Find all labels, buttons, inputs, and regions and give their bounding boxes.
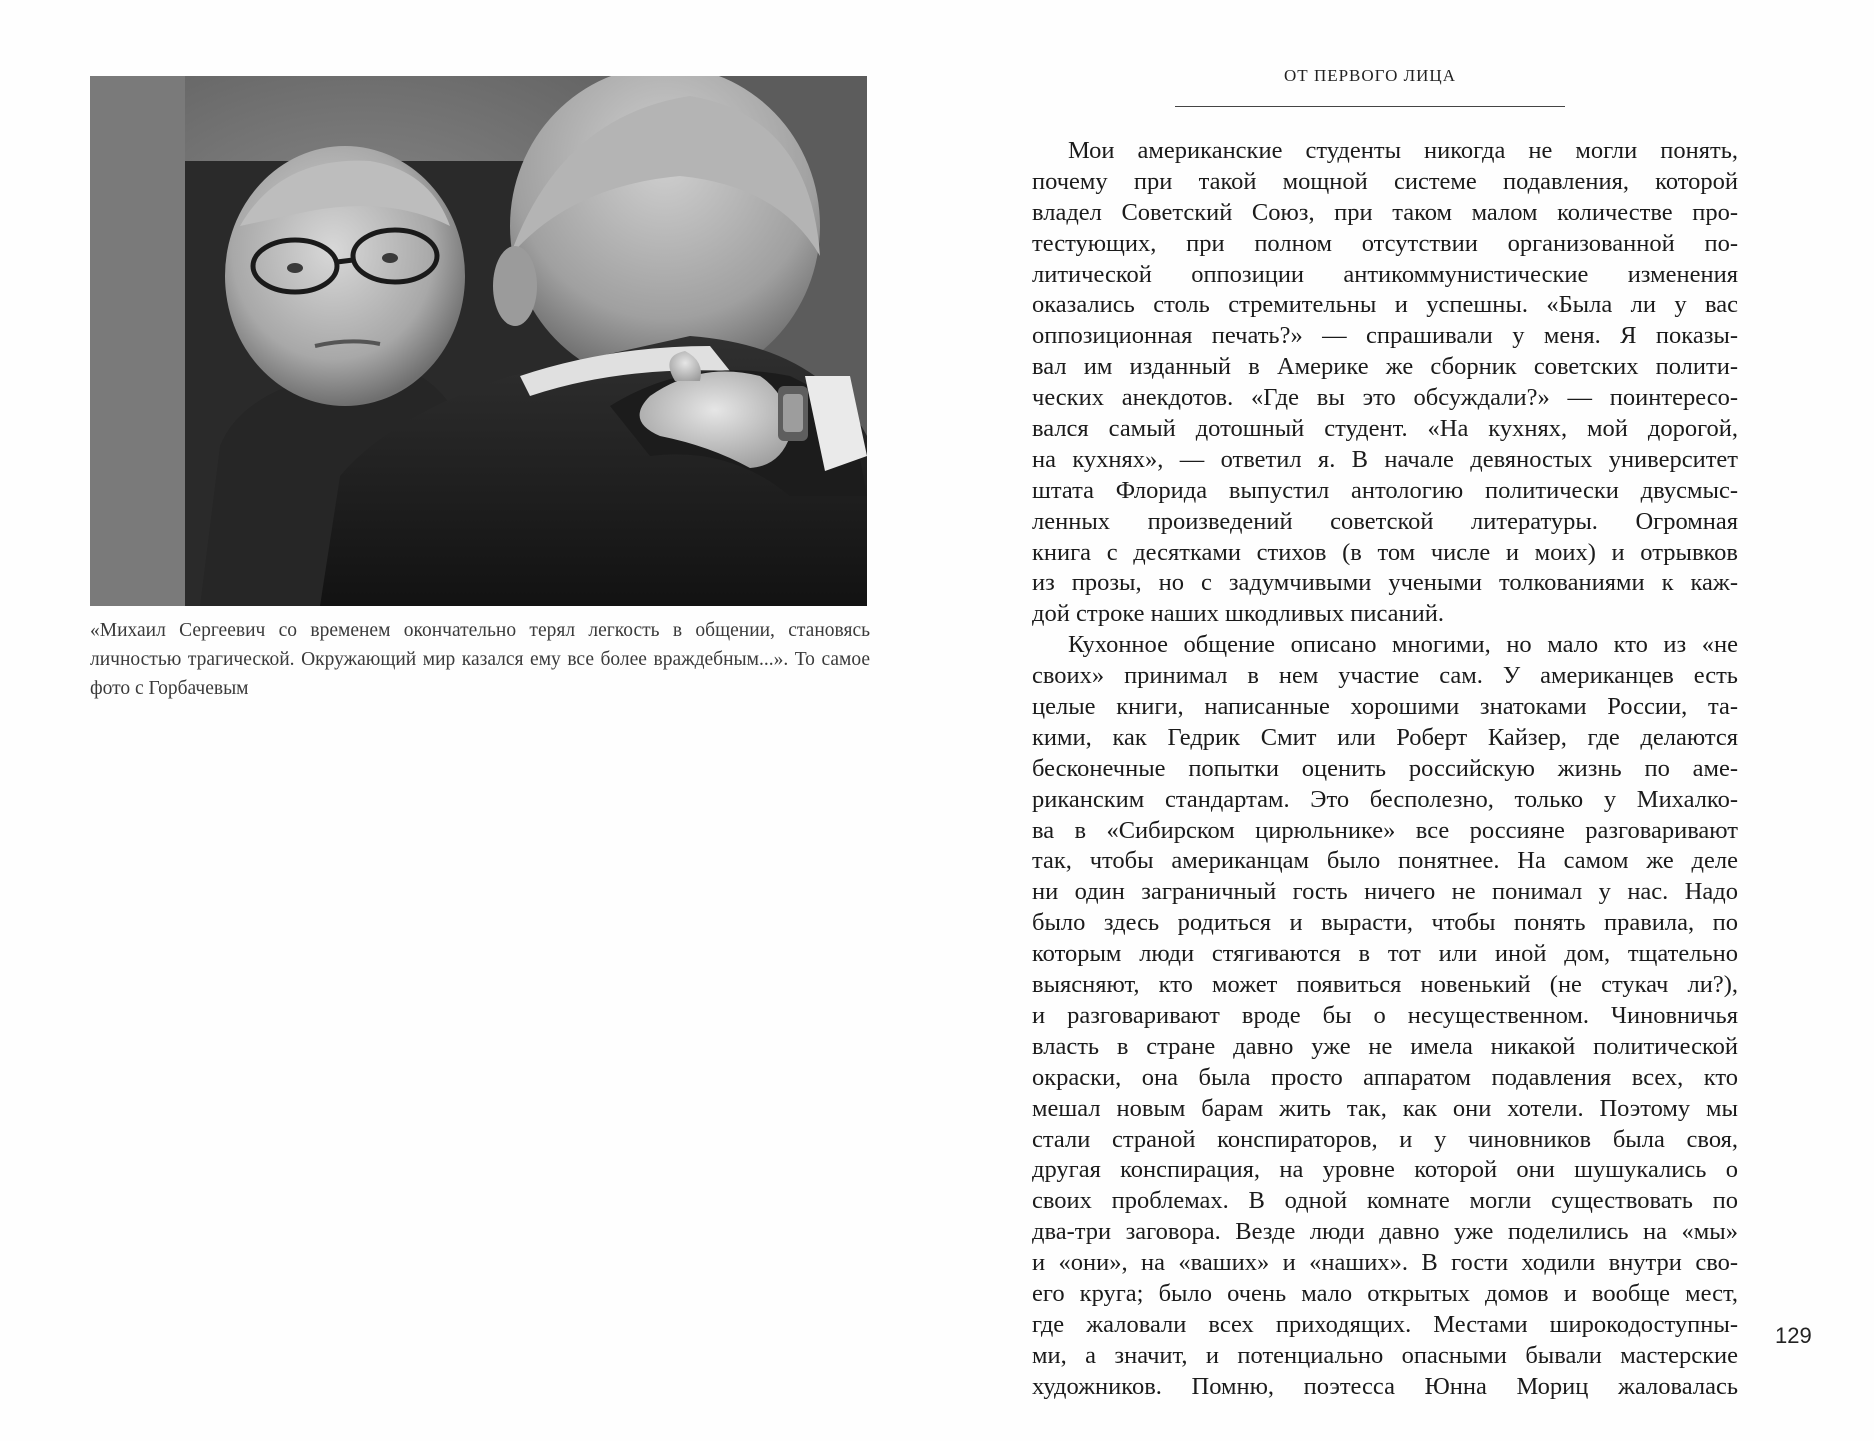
text-line: дой строке наших шкодливых писаний. — [1032, 600, 1444, 628]
text-line: власть в стране давно уже не имела никакой политической — [1032, 1032, 1738, 1060]
text-line: которым люди стягиваются в тот или иной дом, тщательно — [1032, 940, 1738, 968]
text-line: книга с десятками стихов (в том числе и моих) и отрывков — [1032, 538, 1738, 566]
text-line: из прозы, но с задумчивыми учеными толкованиями к каж- — [1032, 569, 1738, 597]
text-line: риканским стандартам. Это бесполезно, только у Михалко- — [1032, 785, 1738, 813]
text-line: ленных произведений советской литературы. Огромная — [1032, 507, 1738, 535]
text-line: ни один заграничный гость ничего не понимал у нас. Надо — [1032, 878, 1738, 906]
text-line: и «они», на «ваших» и «наших». В гости ходили внутри сво- — [1032, 1249, 1738, 1277]
text-line: бесконечные попытки оценить российскую жизнь по аме- — [1032, 754, 1738, 782]
photo-caption: «Михаил Сергеевич со временем окончательно терял легкость в общении, становясь личностью трагической. Окружающий мир казался ему все более враждебным...». То самое фото с Горбачевым — [90, 620, 870, 699]
text-line: ва в «Сибирском цирюльнике» все россияне разговаривают — [1032, 816, 1738, 844]
text-line: оказались столь стремительны и успешны. «Была ли у вас — [1032, 291, 1738, 319]
text-line: Кухонное общение описано многими, но мало кто из «не — [1068, 631, 1738, 659]
page-number: 129 — [1775, 1323, 1812, 1348]
running-head-rule — [1175, 106, 1565, 107]
text-line: тестующих, при полном отсутствии организованной по- — [1032, 229, 1738, 257]
text-line: почему при такой мощной системе подавления, которой — [1032, 167, 1738, 195]
text-line: целые книги, написанные хорошими знатоками России, та- — [1032, 693, 1738, 721]
text-line: ческих анекдотов. «Где вы это обсуждали?» — поинтересо- — [1032, 384, 1738, 412]
text-line: ми, а значит, и потенциально опасными бывали мастерские — [1032, 1341, 1738, 1369]
photo-illustration — [90, 76, 867, 606]
text-line: своих проблемах. В одной комнате могли существовать по — [1032, 1187, 1738, 1215]
text-line: Мои американские студенты никогда не могли понять, — [1068, 137, 1738, 164]
text-line: выясняют, кто может появиться новенький (не стукач ли?), — [1032, 971, 1738, 999]
text-line: так, чтобы американцам было понятнее. На самом же деле — [1032, 847, 1738, 875]
text-line: стали страной конспираторов, и у чиновников была своя, — [1032, 1125, 1738, 1153]
text-line: владел Советский Союз, при таком малом количестве про- — [1032, 198, 1738, 226]
photograph — [90, 76, 867, 606]
text-line: где жаловали всех приходящих. Местами широкодоступны- — [1032, 1310, 1738, 1338]
text-line: вал им изданный в Америке же сборник советских полити- — [1032, 353, 1738, 381]
text-line: оппозиционная печать?» — спрашивали у меня. Я показы- — [1032, 322, 1738, 350]
text-line: и разговаривают вроде бы о несущественном. Чиновничья — [1032, 1001, 1738, 1029]
paragraph-1 — [1032, 136, 1738, 630]
text-line: мешал новым барам жить так, как они хотели. Поэтому мы — [1032, 1094, 1738, 1122]
text-line: вался самый дотошный студент. «На кухнях, мой дорогой, — [1032, 415, 1738, 443]
text-line: штата Флорида выпустил антологию политически двусмыс- — [1032, 476, 1738, 504]
text-line: на кухнях», — ответил я. В начале девяностых университет — [1032, 445, 1738, 473]
text-line: художников. Помню, поэтесса Юнна Мориц жаловалась — [1032, 1372, 1738, 1400]
body-text — [1032, 136, 1738, 1403]
paragraph-2 — [1032, 630, 1738, 1402]
text-line: его круга; было очень мало открытых домов и вообще мест, — [1032, 1279, 1738, 1307]
text-line: два-три заговора. Везде люди давно уже поделились на «мы» — [1032, 1218, 1738, 1246]
text-line: своих» принимал в нем участие сам. У американцев есть — [1032, 662, 1738, 690]
text-line: другая конспирация, на уровне которой они шушукались о — [1032, 1156, 1738, 1184]
text-line: было здесь родиться и вырасти, чтобы понять правила, по — [1032, 909, 1738, 937]
text-line: кими, как Гедрик Смит или Роберт Кайзер, где делаются — [1032, 723, 1738, 751]
running-head: ОТ ПЕРВОГО ЛИЦА — [1284, 66, 1456, 85]
text-line: окраски, она была просто аппаратом подавления всех, кто — [1032, 1063, 1738, 1091]
text-line: литической оппозиции антикоммунистические изменения — [1032, 260, 1738, 288]
